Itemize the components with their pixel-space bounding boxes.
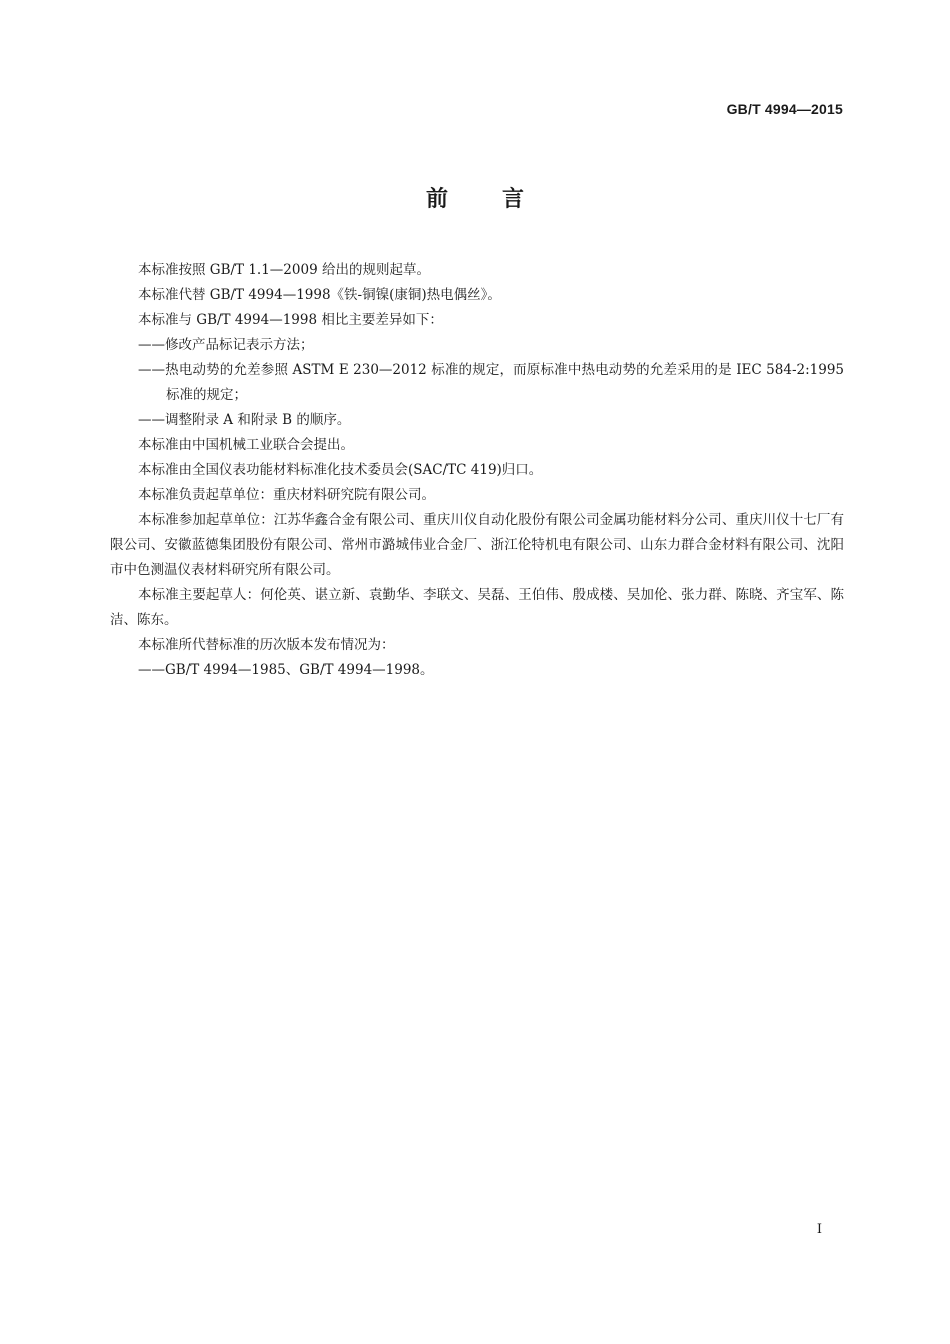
paragraph-centralized-by: 本标准由全国仪表功能材料标准化技术委员会(SAC/TC 419)归口。 [138,462,543,478]
page-number: I [816,1222,822,1237]
difference-item-marking: ——修改产品标记表示方法； [138,337,314,353]
paragraph-drafting-rules: 本标准按照 GB/T 1.1—2009 给出的规则起草。 [138,262,430,278]
difference-item-tolerance: ——热电动势的允差参照 ASTM E 230—2012 标准的规定，而原标准中热电动势的允差采用的是 IEC 584-2:1995 标准的规定； [138,362,844,403]
paragraph-proposed-by: 本标准由中国机械工业联合会提出。 [138,437,354,453]
page-title: 前言 [425,187,578,212]
paragraph-replaces: 本标准代替 GB/T 4994—1998《铁-铜镍(康铜)热电偶丝》。 [138,287,501,303]
paragraph-history-intro: 本标准所代替标准的历次版本发布情况为： [138,637,395,653]
difference-item-annex-order: ——调整附录 A 和附录 B 的顺序。 [138,412,351,428]
history-item-versions: ——GB/T 4994—1985、GB/T 4994—1998。 [138,662,434,678]
standard-code: GB/T 4994—2015 [726,101,843,117]
paragraph-main-drafters: 本标准主要起草人：何伦英、谌立新、袁勤华、李联文、吴磊、王伯伟、殷成楼、吴加伦、张力群、陈晓、齐宝军、陈洁、陈东。 [110,587,844,628]
paragraph-differences-intro: 本标准与 GB/T 4994—1998 相比主要差异如下： [138,312,443,328]
foreword-body [110,258,844,683]
paragraph-lead-drafter: 本标准负责起草单位：重庆材料研究院有限公司。 [138,487,435,503]
paragraph-participating-drafters: 本标准参加起草单位：江苏华鑫合金有限公司、重庆川仪自动化股份有限公司金属功能材料分公司、重庆川仪十七厂有限公司、安徽蓝德集团股份有限公司、常州市潞城伟业合金厂、浙江伦特机电有限公司、山东力群合金材料有限公司、沈阳市中色测温仪表材料研究所有限公司。 [110,512,844,578]
